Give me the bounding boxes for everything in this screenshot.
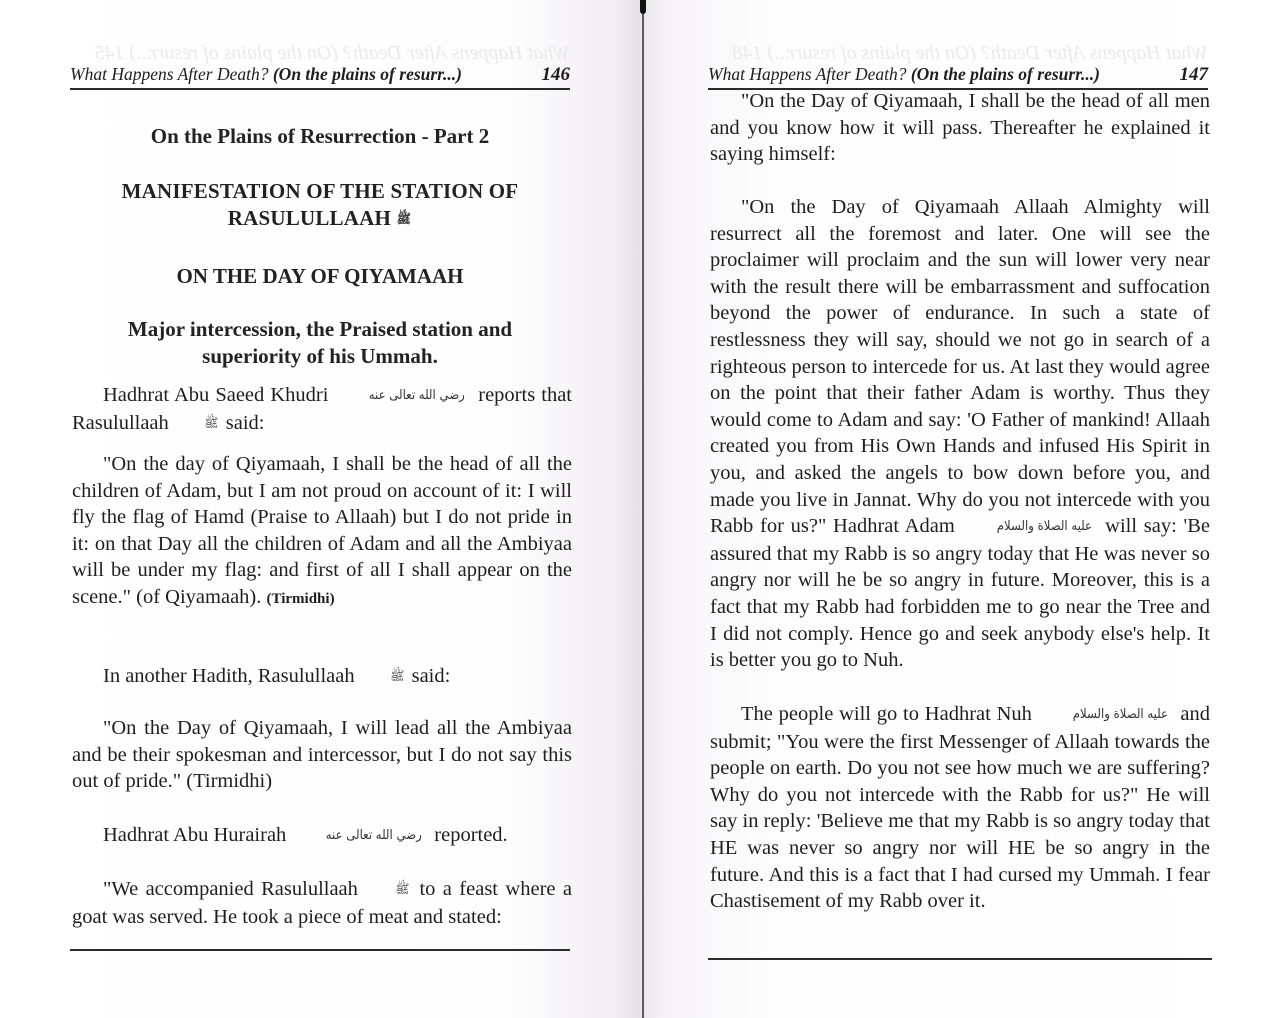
bleed-through-text: What Happens After Death? (On the plains of resurr...) 145 <box>94 42 570 64</box>
section-title-line1: MANIFESTATION OF THE STATION OF <box>121 179 519 203</box>
right-page <box>640 0 1280 1018</box>
paragraph: Hadhrat Abu Hurairah رضي الله تعالى عنه reported. <box>72 822 572 850</box>
footer-rule <box>70 949 570 951</box>
running-title-main: What Happens After Death? <box>70 64 273 84</box>
running-header <box>70 64 570 90</box>
paragraph: Hadhrat Abu Saeed Khudri رضي الله تعالى عنه reports that Rasulullaah ﷺ said: <box>72 382 572 437</box>
section-subtitle: ON THE DAY OF QIYAMAAH <box>176 264 464 288</box>
paragraph-hadith-quote: "On the Day of Qiyamaah, I will lead all the Ambiyaa and be their spokesman and intercessor, but I do not say this out of pride." (Tirmidhi) <box>72 717 572 793</box>
salutation-calligraphy-icon: ﷺ <box>395 882 410 897</box>
section-description: Major intercession, the Praised station and superiority of his Ummah. <box>127 317 513 368</box>
paragraph-hadith-quote: "On the Day of Qiyamaah Allaah Almighty will resurrect all the foremost and later. One will see the proclaimer will proclaim and the sun will lower very near with the result there will be embarrassment and suffocation beyond the power of endurance. In such a state of restlessness they will say, should we not go in search of a righteous person to intercede for us. At last they would agree on the point that their father Adam is worthy. Thus they would come to Adam and say: 'O Father of mankind! Allaah created you from His Own Hands and infused His Spirit in you, and asked the angels to bow down before you, and made you live in Jannat. Why do you not intercede with you Rabb for us?" Hadhrat Adam عليه الصلاة والسلام will say: 'Be assured that my Rabb is so angry today that He was never so angry nor will he be so angry in future. Moreover, this is a fact that my Rabb had forbidden me to go near the Tree and I did not comply. Hence go and seek anybody else's help. It is better you go to Nuh. <box>710 196 1210 672</box>
radiallahu-anhu-calligraphy-icon: رضي الله تعالى عنه <box>369 388 466 403</box>
paragraph-hadith-quote: "On the Day of Qiyamaah, I shall be the head of all men and you know how it will pass. Thereafter he explained it saying himself: <box>710 90 1210 166</box>
running-header <box>708 64 1208 90</box>
paragraph: "We accompanied Rasulullaah ﷺ to a feast where a goat was served. He took a piece of meat and stated: <box>72 878 572 928</box>
alayhis-salaam-calligraphy-icon: عليه الصلاة والسلام <box>1072 707 1168 722</box>
page-number: 147 <box>1179 64 1208 85</box>
running-title-main: What Happens After Death? <box>708 64 911 84</box>
salutation-calligraphy-icon: ﷺ <box>390 669 405 684</box>
book-spine <box>642 0 644 1018</box>
page-number: 146 <box>541 64 570 85</box>
citation: (Tirmidhi) <box>266 590 335 607</box>
bleed-through-text: What Happens After Death? (On the plains of resurr...) 148 <box>732 42 1208 64</box>
footer-rule <box>708 958 1212 960</box>
running-title <box>708 64 1100 85</box>
salutation-calligraphy-icon: ﷺ <box>397 212 412 227</box>
paragraph-hadith-quote: "On the day of Qiyamaah, I shall be the head of all the children of Adam, but I am not proud on account of it: I will fly the flag of Hamd (Praise to Allaah) but I do not pride in it: on that Day all the children of Adam and all the Ambiyaa will be under my flag: and first of all I shall appear on the scene." (of Qiyamaah). (Tirmidhi) <box>72 453 572 608</box>
salutation-calligraphy-icon: ﷺ <box>204 415 219 431</box>
radiallahu-anhu-calligraphy-icon: رضي الله تعالى عنه <box>326 828 423 843</box>
running-title-chapter: (On the plains of resurr...) <box>272 64 462 84</box>
alayhis-salaam-calligraphy-icon: عليه الصلاة والسلام <box>996 519 1092 535</box>
running-title-chapter: (On the plains of resurr...) <box>910 64 1100 84</box>
running-title <box>70 64 462 85</box>
paragraph: The people will go to Hadhrat Nuh عليه الصلاة والسلام and submit; "You were the first Messenger of Allaah towards the people on earth. Do you not see how much we are suffering? Why do you not intercede with the Rabb for us?" He will say in reply: 'Believe me that my Rabb is so angry today that HE was never so angry nor will HE be so angry in the future. And this is a fact that I had cursed my Ummah. I fear Chastisement of my Rabb over it. <box>710 703 1210 913</box>
part-heading: On the Plains of Resurrection - Part 2 <box>150 124 490 148</box>
paragraph: In another Hadith, Rasulullaah ﷺ said: <box>72 663 572 691</box>
section-title <box>70 178 570 233</box>
spine-thread <box>640 0 646 14</box>
section-title-line2: RASULULLAAH ﷺ <box>70 205 570 233</box>
